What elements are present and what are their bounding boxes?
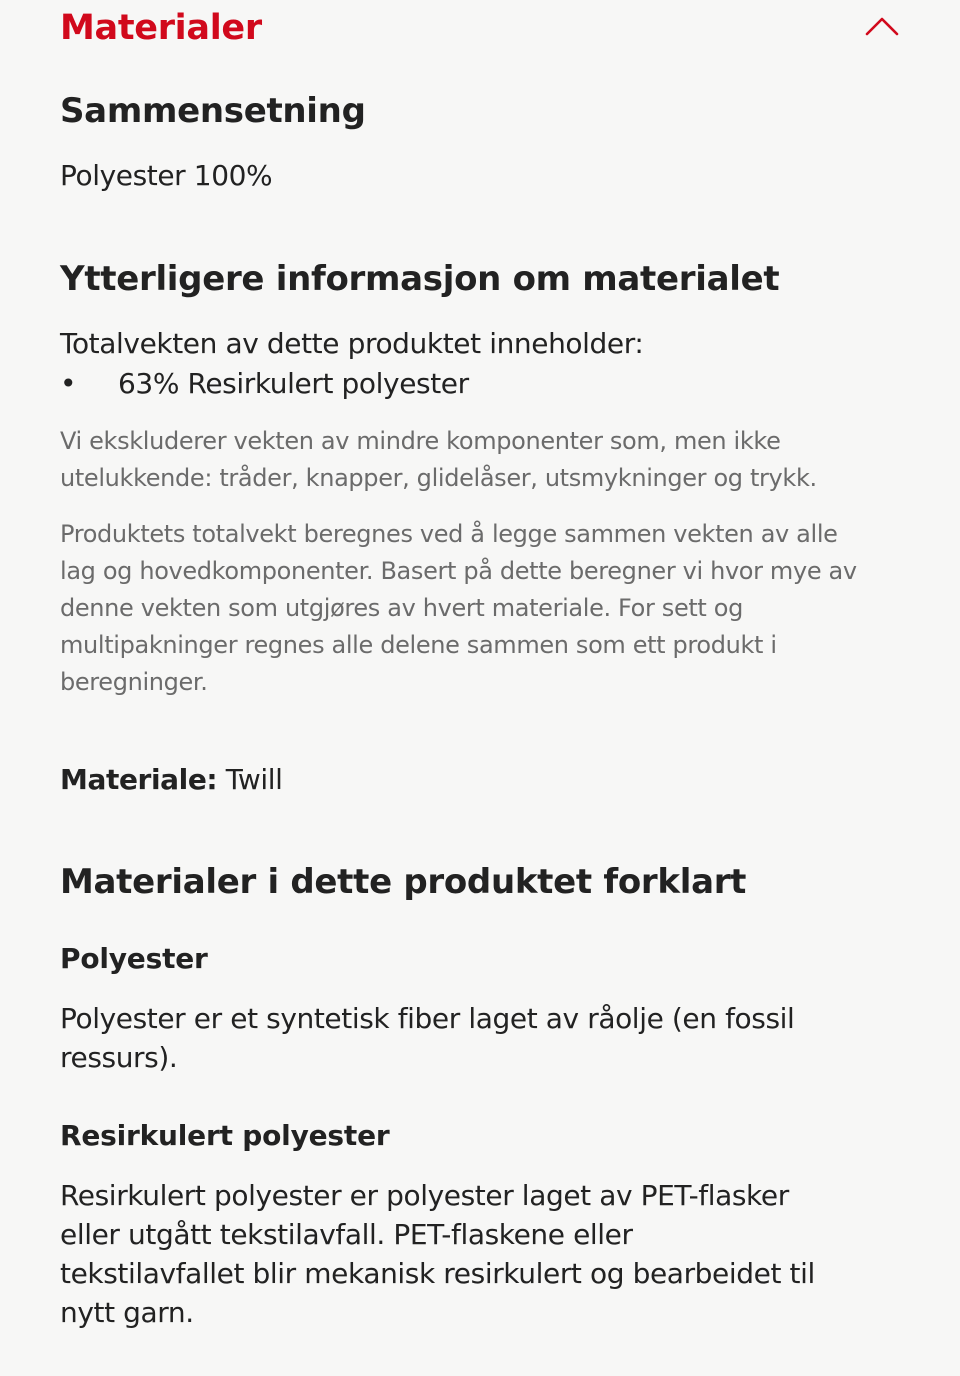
note-line: Produktets totalvekt beregnes ved å legge sammen vekten av alle	[60, 520, 838, 548]
note-line: Vi ekskluderer vekten av mindre komponenter som, men ikke	[60, 427, 781, 455]
description-line: Resirkulert polyester er polyester laget av PET-flasker	[60, 1179, 789, 1212]
composition-value: Polyester 100%	[60, 159, 273, 192]
additional-info-heading: Ytterligere informasjon om materialet	[60, 259, 780, 299]
bullet-icon: •	[60, 367, 77, 400]
accordion-title: Materialer	[60, 8, 262, 48]
material-label: Materiale:	[60, 763, 218, 796]
note-line: beregninger.	[60, 668, 208, 696]
weight-note-excluded	[60, 423, 910, 497]
note-line: utelukkende: tråder, knapper, glidelåser, utsmykninger og trykk.	[60, 464, 817, 492]
weight-note-calculation	[60, 516, 910, 701]
material-name-polyester: Polyester	[60, 942, 208, 975]
chevron-up-icon[interactable]	[862, 10, 902, 42]
materials-accordion-header[interactable]	[60, 0, 900, 60]
material-row	[60, 760, 282, 799]
material-description-polyester	[60, 999, 794, 1077]
note-line: denne vekten som utgjøres av hvert materiale. For sett og	[60, 594, 743, 622]
composition-heading: Sammensetning	[60, 91, 366, 131]
description-line: ressurs).	[60, 1041, 178, 1074]
material-name-recycled-polyester: Resirkulert polyester	[60, 1119, 390, 1152]
material-value: Twill	[225, 763, 283, 796]
explained-heading: Materialer i dette produktet forklart	[60, 862, 747, 902]
description-line: tekstilavfallet blir mekanisk resirkulert og bearbeidet til	[60, 1257, 815, 1290]
description-line: Polyester er et syntetisk fiber laget av råolje (en fossil	[60, 1002, 795, 1035]
material-description-recycled-polyester	[60, 1176, 815, 1332]
bullet-text: 63% Resirkulert polyester	[118, 367, 469, 400]
description-line: nytt garn.	[60, 1296, 194, 1329]
note-line: multipakninger regnes alle delene sammen som ett produkt i	[60, 631, 777, 659]
description-line: eller utgått tekstilavfall. PET-flaskene eller	[60, 1218, 633, 1251]
additional-info-intro: Totalvekten av dette produktet inneholder:	[60, 327, 644, 360]
note-line: lag og hovedkomponenter. Basert på dette beregner vi hvor mye av	[60, 557, 857, 585]
